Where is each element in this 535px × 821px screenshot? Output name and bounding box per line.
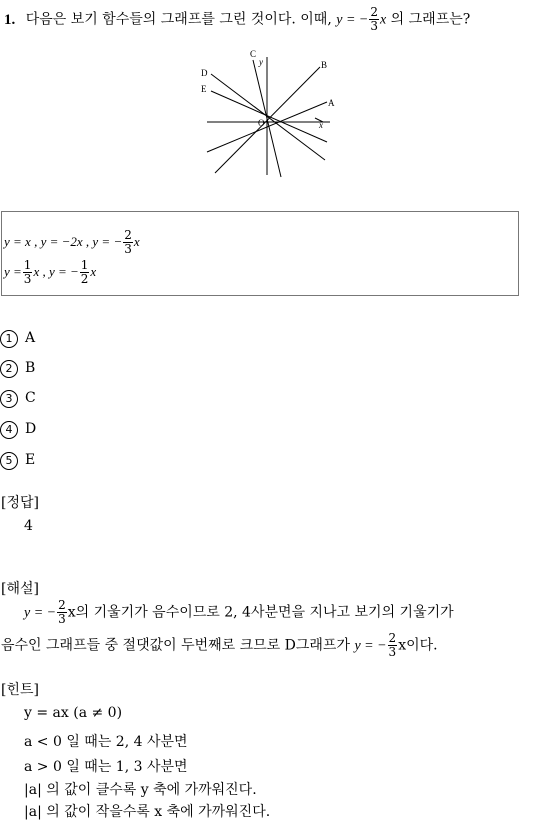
choice-label: B: [25, 360, 36, 376]
label-d: D: [201, 68, 208, 78]
bogi-line-2: y = $\frac{1}{3}$ x , y = − $\frac{1}{2}$ x: [4, 258, 97, 286]
choice-number: 1: [0, 330, 18, 348]
choice-2[interactable]: [0, 360, 35, 378]
choice-label: D: [25, 421, 37, 437]
label-c: C: [250, 49, 257, 59]
choice-number: 2: [0, 360, 18, 378]
choice-label: A: [25, 330, 36, 346]
hint-line-2: a < 0 일 때는 2, 4 사분면: [24, 734, 188, 750]
bogi-line-1: y = x , y = −2x , y = − $\frac{2}{3}$ x: [4, 228, 140, 256]
question-text: [4, 6, 470, 33]
choice-number: 5: [0, 452, 18, 470]
explanation-heading: [해설]: [1, 581, 39, 597]
choice-5[interactable]: [0, 452, 35, 470]
label-b: B: [321, 60, 328, 70]
hint-line-3: a > 0 일 때는 1, 3 사분면: [24, 759, 188, 775]
choice-4[interactable]: [0, 421, 36, 439]
choice-number: 3: [0, 390, 18, 408]
question-number: 1.: [4, 11, 16, 28]
hint-heading: [힌트]: [1, 682, 39, 698]
question-fraction: $\frac{2}{3}$: [370, 5, 378, 33]
question-eq-left: y = −: [336, 12, 369, 28]
choice-3[interactable]: [0, 390, 36, 408]
label-e: E: [201, 84, 207, 94]
choice-label: E: [25, 452, 36, 468]
line-e: [211, 91, 327, 142]
hint-line-4: |a| 의 값이 클수록 y 축에 가까워진다.: [24, 782, 257, 798]
explanation-line-2: 음수인 그래프들 중 절댓값이 두번째로 크므로 D그래프가 y = − $\frac{2}{3}$ x이다.: [1, 631, 438, 659]
choice-number: 4: [0, 421, 18, 439]
label-x: x: [319, 120, 323, 130]
choice-label: C: [25, 390, 36, 406]
graph-figure: [195, 45, 340, 180]
question-suffix: 의 그래프는?: [390, 11, 471, 28]
label-y: y: [259, 57, 263, 67]
question-eq-right: x: [380, 12, 387, 28]
hint-line-5: |a| 의 값이 작을수록 x 축에 가까워진다.: [24, 804, 271, 820]
label-a: A: [328, 98, 335, 108]
explanation-line-1: y = − $\frac{2}{3}$ x의 기울기가 음수이므로 2, 4사분면을 지나고 보기의 기울기가: [24, 598, 454, 626]
hint-line-1: y = ax (a ≠ 0): [24, 705, 123, 721]
answer-heading: [정답]: [1, 495, 39, 511]
line-d: [211, 74, 325, 160]
label-origin: O: [258, 118, 265, 128]
question-prefix: 다음은 보기 함수들의 그래프를 그린 것이다. 이때,: [25, 11, 332, 28]
choice-1[interactable]: [0, 330, 35, 348]
answer-value: 4: [24, 518, 33, 534]
